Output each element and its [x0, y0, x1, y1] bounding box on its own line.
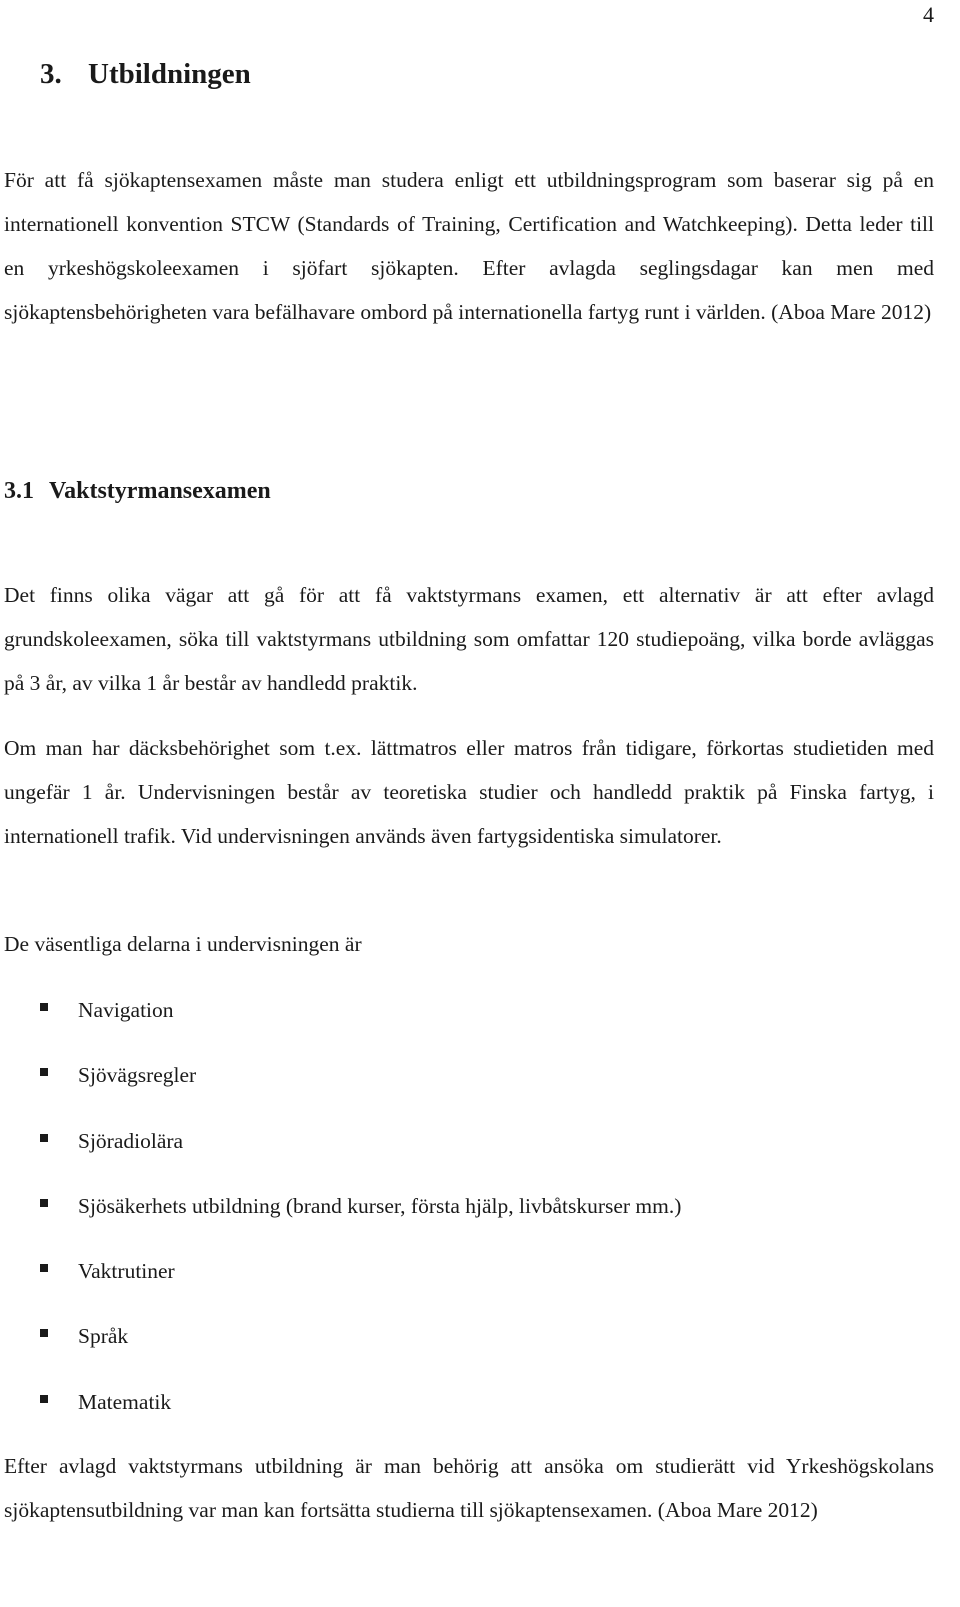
list-item — [0, 1184, 930, 1249]
list-item-text: Sjösäkerhets utbildning (brand kurser, första hjälp, livbåtskurser mm.) — [78, 1193, 682, 1218]
list-item-text: Navigation — [78, 998, 174, 1022]
square-bullet-icon — [40, 1329, 48, 1337]
section-paragraph: För att få sjökaptensexamen måste man studera enligt ett utbildningsprogram som baserar sig på en internationell konvention STCW (Standards of Training, Certification and Watchkeeping). Detta leder till en yrkeshögskoleexamen i sjöfart sjökapten. Efter avlagda seglingsdagar kan men med sjökaptensbehörigheten vara befälhavare ombord på internationella fartyg runt i världen. (Aboa Mare 2012) — [4, 168, 934, 324]
square-bullet-icon — [40, 1068, 48, 1076]
list-item-text: Sjöradiolära — [78, 1128, 184, 1153]
square-bullet-icon — [40, 1003, 48, 1011]
list-item — [0, 1249, 930, 1314]
list-item-text: Sjövägsregler — [78, 1063, 197, 1088]
section-number: 3. — [40, 58, 62, 90]
course-list — [0, 988, 930, 1445]
subsection-paragraph-2: Om man har däcksbehörighet som t.ex. lättmatros eller matros från tidigare, förkortas studietiden med ungefär 1 år. Undervisningen består av teoretiska studier och handledd praktik på Finska fartyg, i internationell trafik. Vid undervisningen används även fartygsidentiska simulatorer. — [4, 736, 934, 848]
section-heading — [40, 58, 251, 91]
list-item — [0, 1314, 930, 1379]
subsection-number: 3.1 — [4, 478, 34, 504]
square-bullet-icon — [40, 1199, 48, 1207]
page-number: 4 — [923, 2, 934, 27]
square-bullet-icon — [40, 1134, 48, 1142]
list-item — [0, 1380, 930, 1445]
list-item — [0, 1119, 930, 1184]
square-bullet-icon — [40, 1264, 48, 1272]
closing-paragraph: Efter avlagd vaktstyrmans utbildning är man behörig att ansöka om studierätt vid Yrkeshögskolans sjökaptensutbildning var man kan fortsätta studierna till sjökaptensexamen. (Aboa Mare 2012) — [4, 1454, 934, 1522]
subsection-paragraph-1: Det finns olika vägar att gå för att få vaktstyrmans examen, ett alternativ är att efter avlagd grundskoleexamen, söka till vaktstyrmans utbildning som omfattar 120 studiepoäng, vilka borde avläggas på 3 år, av vilka 1 år består av handledd praktik. — [4, 583, 934, 695]
square-bullet-icon — [40, 1395, 48, 1403]
list-item-text: Vaktrutiner — [78, 1259, 175, 1284]
subsection-title: Vaktstyrmansexamen — [49, 478, 271, 504]
list-item — [0, 988, 930, 1053]
section-title: Utbildningen — [88, 58, 251, 90]
list-item-text: Språk — [78, 1324, 129, 1349]
list-intro: De väsentliga delarna i undervisningen är — [4, 932, 362, 956]
list-item — [0, 1053, 930, 1118]
list-item-text: Matematik — [78, 1389, 172, 1414]
subsection-heading — [4, 478, 271, 505]
